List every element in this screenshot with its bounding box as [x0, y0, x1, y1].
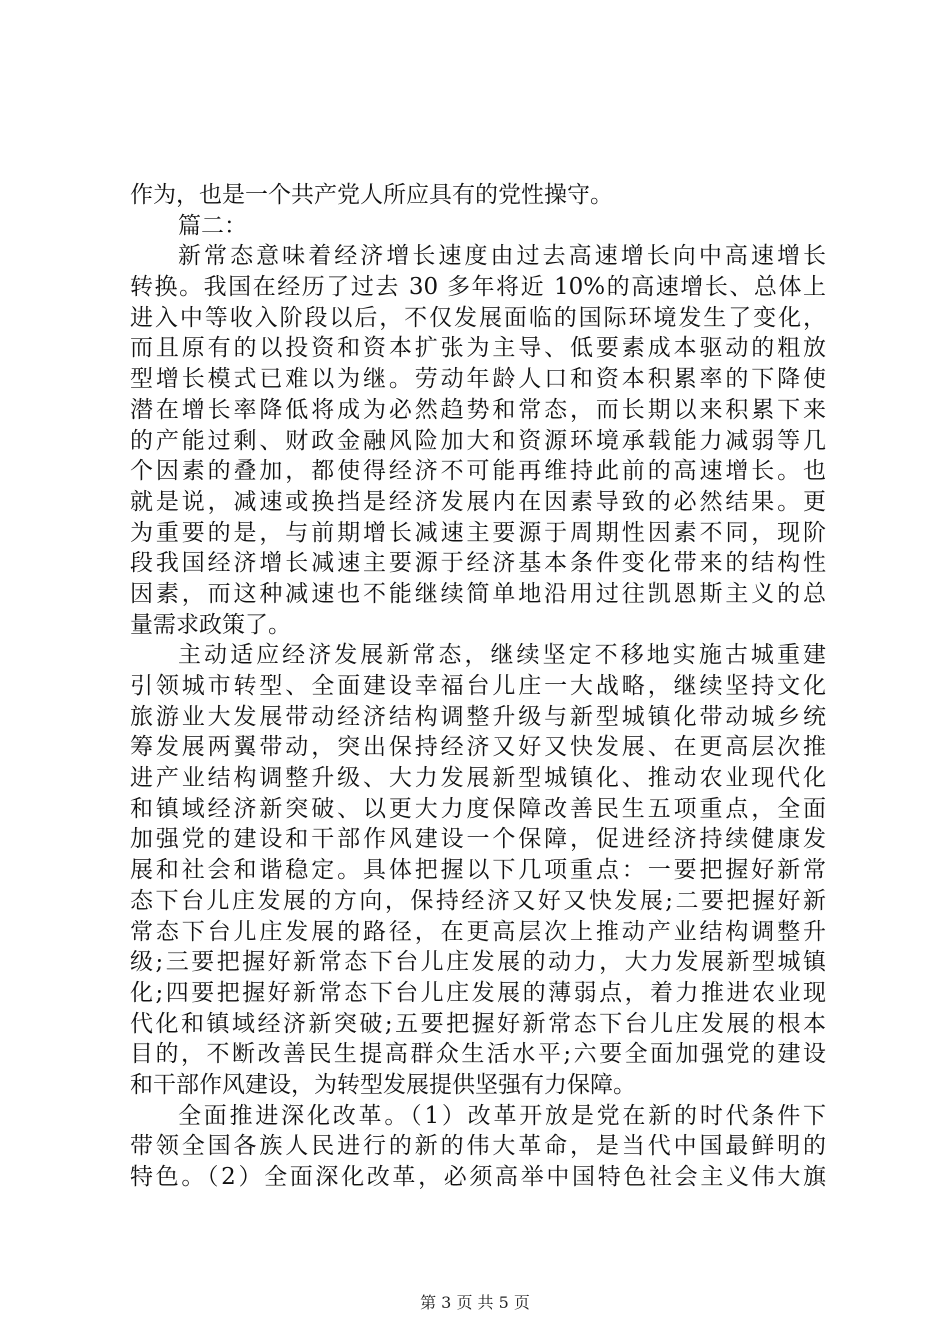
- text-line: 旅游业大发展带动经济结构调整升级与新型城镇化带动城乡统: [130, 703, 826, 730]
- text-line: 筹发展两翼带动，突出保持经济又好又快发展、在更高层次推: [130, 734, 826, 761]
- document-body: [130, 180, 826, 1193]
- text-line: 展和社会和谐稳定。具体把握以下几项重点：一要把握好新常: [130, 857, 826, 884]
- text-line: 和镇域经济新突破、以更大力度保障改善民生五项重点，全面: [130, 795, 826, 822]
- text-line: 态下台儿庄发展的方向，保持经济又好又快发展;二要把握好新: [130, 887, 826, 914]
- text-line: 因素，而这种减速也不能继续简单地沿用过往凯恩斯主义的总: [130, 580, 826, 607]
- text-line: 级;三要把握好新常态下台儿庄发展的动力，大力发展新型城镇: [130, 949, 826, 976]
- text-line: 代化和镇域经济新突破;五要把握好新常态下台儿庄发展的根本: [130, 1010, 826, 1037]
- text-line: 特色。（2）全面深化改革，必须高举中国特色社会主义伟大旗: [130, 1164, 826, 1190]
- text-line: 篇二：: [178, 212, 247, 239]
- page-footer: 第 3 页 共 5 页: [420, 1293, 530, 1312]
- text-line: 作为，也是一个共产党人所应具有的党性操守。: [130, 182, 613, 208]
- text-line: 引领城市转型、全面建设幸福台儿庄一大战略，继续坚持文化: [130, 673, 826, 699]
- text-line: 目的，不断改善民生提高群众生活水平;六要全面加强党的建设: [130, 1041, 826, 1068]
- text-line: 进产业结构调整升级、大力发展新型城镇化、推动农业现代化: [130, 765, 826, 792]
- text-line: 就是说，减速或换挡是经济发展内在因素导致的必然结果。更: [130, 488, 826, 515]
- text-line: 主动适应经济发展新常态，继续坚定不移地实施古城重建: [178, 642, 826, 669]
- text-line: 带领全国各族人民进行的新的伟大革命，是当代中国最鲜明的: [130, 1133, 826, 1160]
- text-line: 个因素的叠加，都使得经济不可能再维持此前的高速增长。也: [130, 458, 826, 485]
- text-line: 量需求政策了。: [130, 611, 291, 638]
- text-line: 的产能过剩、财政金融风险加大和资源环境承载能力减弱等几: [130, 427, 826, 454]
- text-line: 而且原有的以投资和资本扩张为主导、低要素成本驱动的粗放: [130, 335, 826, 362]
- text-line: 全面推进深化改革。（1）改革开放是党在新的时代条件下: [178, 1102, 826, 1129]
- text-line: 常态下台儿庄发展的路径，在更高层次上推动产业结构调整升: [130, 918, 826, 945]
- text-line: 为重要的是，与前期增长减速主要源于周期性因素不同，现阶: [130, 519, 826, 546]
- text-line: 和干部作风建设，为转型发展提供坚强有力保障。: [130, 1071, 636, 1098]
- text-line: 化;四要把握好新常态下台儿庄发展的薄弱点，着力推进农业现: [130, 979, 826, 1006]
- text-line: 转换。我国在经历了过去 30 多年将近 10%的高速增长、总体上: [130, 274, 826, 301]
- text-line: 潜在增长率降低将成为必然趋势和常态，而长期以来积累下来: [130, 396, 826, 423]
- text-line: 新常态意味着经济增长速度由过去高速增长向中高速增长: [178, 243, 826, 270]
- text-line: 加强党的建设和干部作风建设一个保障，促进经济持续健康发: [130, 826, 826, 853]
- text-line: 段我国经济增长减速主要源于经济基本条件变化带来的结构性: [130, 550, 826, 577]
- text-line: 进入中等收入阶段以后，不仅发展面临的国际环境发生了变化，: [130, 304, 826, 331]
- text-line: 型增长模式已难以为继。劳动年龄人口和资本积累率的下降使: [130, 366, 826, 393]
